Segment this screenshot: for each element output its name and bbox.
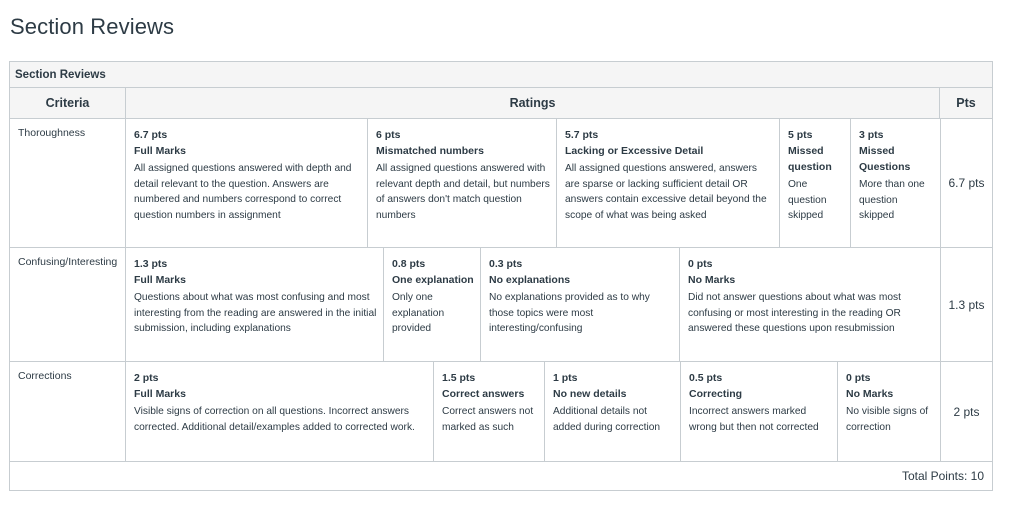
rating-cell[interactable] [126,248,384,361]
rating-points: 1.5 pts [442,372,476,384]
rating-cell[interactable] [384,248,481,361]
rating-title: No explanations [489,274,571,286]
rating-title: Lacking or Excessive Detail [565,145,704,157]
rating-description: No visible signs of correction [846,406,929,433]
criterion-points: 6.7 pts [940,119,992,247]
rubric-footer [10,462,992,490]
rating-points: 5.7 pts [565,129,599,141]
rating-cell[interactable] [838,362,940,461]
criteria-column-header: Criteria [10,88,126,119]
criterion-points: 1.3 pts [940,248,992,361]
rating-cell[interactable] [681,362,838,461]
rating-title: No Marks [846,388,894,400]
rating-description: More than one question skipped [859,179,925,221]
criterion-name: Confusing/Interesting [10,248,126,361]
rating-description: Did not answer questions about what was most confusing or most interesting in the reading OR answered these questions upon resubmission [688,292,901,334]
rating-cell[interactable] [126,119,368,247]
rating-title: Correct answers [442,388,525,400]
rubric-title: Section Reviews [10,62,992,88]
ratings-column-header: Ratings [126,88,940,119]
rating-description: Questions about what was most confusing and most interesting from the reading are answered in the initial submission, including explanations [134,292,377,334]
rating-points: 0 pts [688,258,713,270]
rating-title: Mismatched numbers [376,145,484,157]
rating-description: Correct answers not marked as such [442,406,534,433]
criterion-name: Corrections [10,362,126,461]
total-points: Total Points: 10 [901,469,984,483]
rating-points: 0 pts [846,372,871,384]
rating-description: All assigned questions answered, answers are sparse or lacking sufficient detail OR answers contain excessive detail beyond the scope of what was being asked [565,163,767,221]
pts-column-header: Pts [956,96,976,110]
rating-cell[interactable] [481,248,680,361]
rating-points: 6 pts [376,129,401,141]
rating-title: No Marks [688,274,736,286]
rating-cell[interactable] [780,119,851,247]
rating-title: Full Marks [134,274,186,286]
rating-points: 1.3 pts [134,258,168,270]
rating-points: 3 pts [859,129,884,141]
page-title: Section Reviews [10,14,175,39]
rating-points: 2 pts [134,372,159,384]
rating-points: 0.8 pts [392,258,426,270]
rating-title: Missed question [788,145,832,173]
rating-title: One explanation [392,274,474,286]
rating-points: 0.3 pts [489,258,523,270]
rating-description: Visible signs of correction on all questions. Incorrect answers corrected. Additional detail/examples added to corrected work. [134,406,415,433]
rating-points: 6.7 pts [134,129,168,141]
rating-cell[interactable] [368,119,557,247]
rating-points: 0.5 pts [689,372,723,384]
rating-cell[interactable] [545,362,681,461]
rating-points: 5 pts [788,129,813,141]
rating-description: All assigned questions answered with depth and detail relevant to the question. Answers are numbered and numbers correspond to correct question numbers in assignment [134,163,352,221]
rating-cell[interactable] [557,119,780,247]
rating-description: One question skipped [788,179,827,221]
rating-cell[interactable] [434,362,545,461]
rubric-header-row [10,88,992,119]
criterion-row-confusing-interesting [10,248,992,362]
criterion-row-corrections [10,362,992,462]
criterion-name: Thoroughness [10,119,126,247]
rating-title: Full Marks [134,145,186,157]
rating-cell[interactable] [851,119,940,247]
criterion-row-thoroughness [10,119,992,248]
rating-description: Additional details not added during correction [553,406,661,433]
rating-description: Only one explanation provided [392,292,445,334]
rating-description: All assigned questions answered with relevant depth and detail, but numbers of answers don't match question numbers [376,163,550,221]
rubric-table [9,61,993,491]
rating-title: Full Marks [134,388,186,400]
rating-cell[interactable] [680,248,940,361]
criterion-points: 2 pts [940,362,992,461]
rating-description: No explanations provided as to why those topics were most interesting/confusing [489,292,650,334]
rating-description: Incorrect answers marked wrong but then not corrected [689,406,819,433]
rating-title: Missed Questions [859,145,911,173]
rating-title: No new details [553,388,627,400]
rating-cell[interactable] [126,362,434,461]
rating-points: 1 pts [553,372,578,384]
rating-title: Correcting [689,388,743,400]
